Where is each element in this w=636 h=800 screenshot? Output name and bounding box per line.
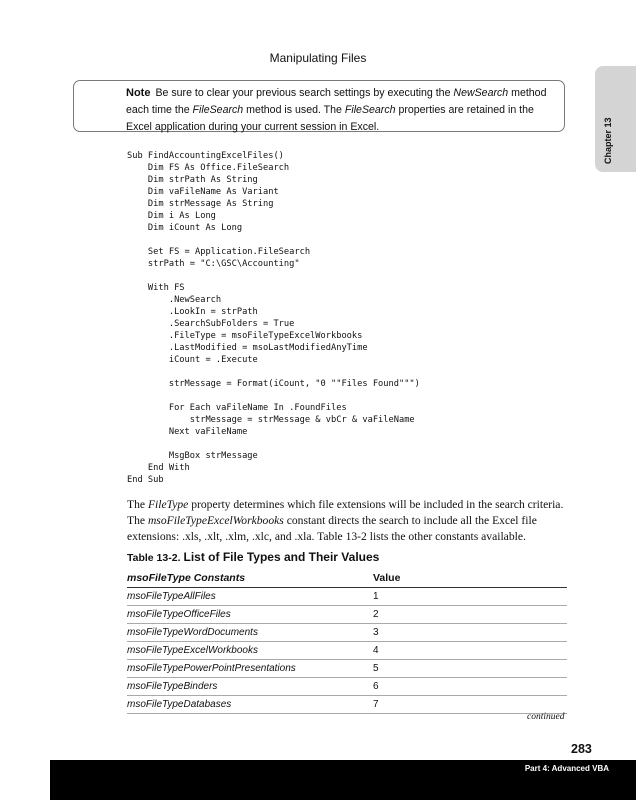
code-line [127, 234, 420, 246]
table-row [127, 660, 567, 678]
note-properties-filesearch: FileSearch [344, 104, 396, 116]
code-line: End Sub [127, 475, 164, 485]
code-line [127, 390, 420, 402]
table-caption-number: Table 13-2. [127, 552, 181, 564]
note-text-4: properties are retained in the Excel application during your current session in Excel. [126, 104, 534, 133]
body-constant-term: msoFileTypeExcelWorkbooks [147, 514, 284, 527]
constant-cell: msoFileTypeAllFiles [127, 588, 373, 606]
table-row [127, 696, 567, 714]
code-line: strPath = "C:\GSC\Accounting" [127, 259, 300, 269]
code-line: .FileType = msoFileTypeExcelWorkbooks [127, 331, 363, 341]
code-line [127, 366, 420, 378]
footer-bar [50, 760, 636, 800]
body-text-2: property determines which file extensions will be included in the search criteria. The [127, 498, 564, 527]
running-head: Manipulating Files [269, 51, 367, 65]
code-line: .SearchSubFolders = True [127, 319, 295, 329]
note-method-filesearch: FileSearch [192, 104, 244, 116]
code-line: Dim strMessage As String [127, 199, 274, 209]
code-line: Dim FS As Office.FileSearch [127, 163, 290, 173]
value-cell: 7 [373, 696, 567, 714]
table-row [127, 606, 567, 624]
continued-label: continued [527, 712, 565, 722]
body-filetype-term: FileType [147, 498, 189, 511]
body-text-1: The [127, 498, 148, 511]
code-line: Set FS = Application.FileSearch [127, 247, 311, 257]
note-method-newsearch: NewSearch [453, 87, 509, 99]
code-line: strMessage = strMessage & vbCr & vaFileName [127, 415, 415, 425]
code-line: .LookIn = strPath [127, 307, 258, 317]
code-line: End With [127, 463, 190, 473]
code-line: strMessage = Format(iCount, "0 ""Files Found""") [127, 379, 420, 389]
header-value: Value [373, 568, 567, 588]
note-text-3: method is used. The [243, 104, 345, 116]
page-number: 283 [571, 742, 592, 756]
footer-part-label: Part 4: Advanced VBA [524, 764, 609, 773]
note-text-1: Be sure to clear your previous search settings by executing the [155, 87, 454, 99]
file-types-table [127, 568, 567, 714]
code-line: Dim i As Long [127, 211, 216, 221]
table-row [127, 588, 567, 606]
note-box [73, 80, 565, 132]
constant-cell: msoFileTypeDatabases [127, 696, 373, 714]
constant-cell: msoFileTypePowerPointPresentations [127, 660, 373, 678]
header-constants-rest: Constants [190, 571, 246, 584]
table-caption [127, 550, 379, 564]
code-line: Next vaFileName [127, 427, 248, 437]
code-line [127, 270, 420, 282]
note-label: Note [126, 87, 151, 99]
header-constants [127, 568, 373, 588]
code-line: Dim vaFileName As Variant [127, 187, 279, 197]
constant-cell: msoFileTypeExcelWorkbooks [127, 642, 373, 660]
constant-cell: msoFileTypeBinders [127, 678, 373, 696]
table-header-row [127, 568, 567, 588]
table-row [127, 678, 567, 696]
code-listing [127, 150, 420, 486]
constant-cell: msoFileTypeWordDocuments [127, 624, 373, 642]
code-line: iCount = .Execute [127, 355, 258, 365]
table-row [127, 642, 567, 660]
note-text-2: method each time the [126, 87, 547, 116]
table-caption-title: List of File Types and Their Values [183, 550, 380, 564]
code-line: With FS [127, 283, 185, 293]
table-row [127, 624, 567, 642]
code-line: For Each vaFileName In .FoundFiles [127, 403, 347, 413]
value-cell: 1 [373, 588, 567, 606]
body-paragraph [127, 497, 567, 545]
code-line [127, 438, 420, 450]
value-cell: 2 [373, 606, 567, 624]
code-line: .LastModified = msoLastModifiedAnyTime [127, 343, 368, 353]
code-line: Dim strPath As String [127, 175, 258, 185]
value-cell: 6 [373, 678, 567, 696]
value-cell: 3 [373, 624, 567, 642]
header-constants-italic: msoFileType [127, 571, 191, 584]
constant-cell: msoFileTypeOfficeFiles [127, 606, 373, 624]
chapter-tab-label: Chapter 13 [603, 117, 613, 164]
value-cell: 5 [373, 660, 567, 678]
code-line: MsgBox strMessage [127, 451, 258, 461]
code-line: Sub FindAccountingExcelFiles() [127, 151, 284, 161]
code-line: Dim iCount As Long [127, 223, 243, 233]
chapter-tab [595, 66, 636, 172]
code-line: .NewSearch [127, 295, 222, 305]
body-text-3: constant directs the search to include all the Excel file extensions: .xls, .xlt, .xlm, .xlc, and .xla. Table 13-2 lists the other constants available. [127, 514, 537, 543]
value-cell: 4 [373, 642, 567, 660]
